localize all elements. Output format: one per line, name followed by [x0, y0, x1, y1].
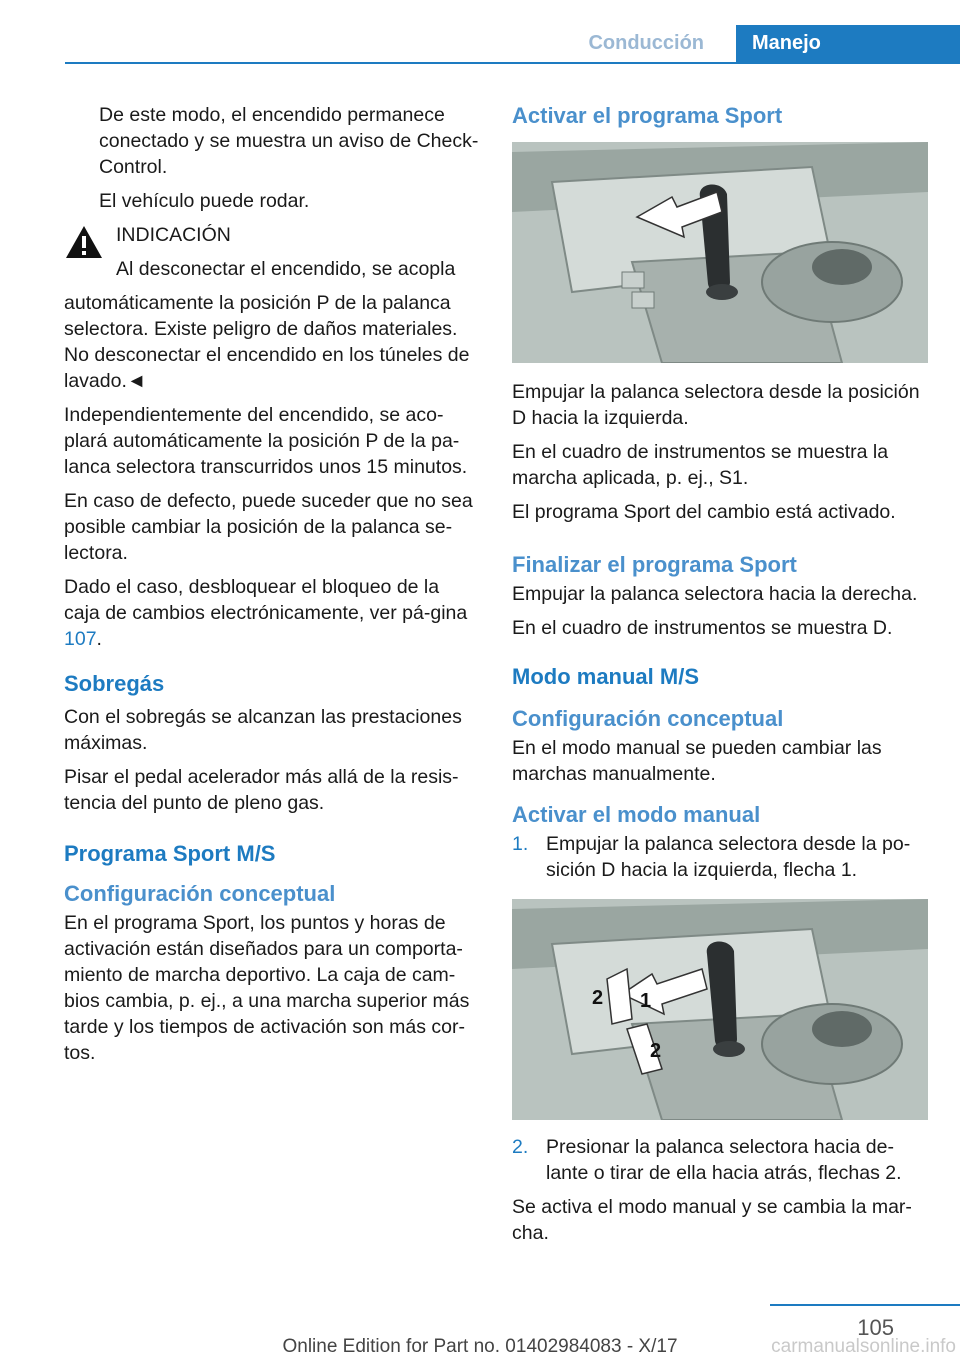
- arrow-up-icon: [607, 969, 632, 1024]
- footer-rule: [770, 1304, 960, 1306]
- paragraph-auto-park: Independientemente del encendido, se aco-plará automáticamente la posición P de la pa-lanca selectora transcurridos unos 15 minutos.: [64, 404, 468, 478]
- list-item-step-1: [512, 831, 928, 883]
- heading-config-concept-manual: Configuración conceptual: [512, 706, 784, 731]
- heading-end-sport: Finalizar el programa Sport: [512, 552, 797, 577]
- right-column: [512, 102, 928, 1254]
- end-sport-text-1: Empujar la palanca selectora hacia la derecha.: [512, 583, 918, 605]
- figure-label-2a: 2: [592, 987, 604, 1009]
- config-text: En el programa Sport, los puntos y horas de activación están diseñados para un comporta-miento de marcha deportivo. La caja de cam-bios cambia, p. ej., a una marcha superior más tarde y los tiempos de activación son más cor-tos.: [64, 912, 470, 1064]
- step-text: Empujar la palanca selectora desde la po-sición D hacia la izquierda, flecha 1.: [546, 833, 911, 881]
- heading-activate-sport: Activar el programa Sport: [512, 103, 783, 128]
- page-link[interactable]: 107: [64, 628, 97, 650]
- warning-notice: [64, 222, 480, 282]
- intro-paragraph-1: De este modo, el encendido permanece conectado y se muestra un aviso de Check-Control.: [99, 104, 479, 178]
- left-column: [64, 102, 480, 1074]
- step-text: Presionar la palanca selectora hacia de-lante o tirar de ella hacia atrás, flechas 2.: [546, 1136, 902, 1184]
- warning-text-first-line: Al desconectar el encendido, se acopla: [116, 258, 456, 280]
- sport-text-1: Empujar la palanca selectora desde la posición D hacia la izquierda.: [512, 381, 920, 429]
- warning-title: INDICACIÓN: [116, 224, 231, 246]
- unlock-text-end: .: [96, 628, 102, 650]
- step-number: 1.: [512, 833, 529, 855]
- watermark: carmanualsonline.info: [771, 1336, 956, 1357]
- section-tab[interactable]: Conducción: [588, 32, 704, 54]
- sport-text-3: El programa Sport del cambio está activado.: [512, 501, 896, 523]
- heading-sobregas: Sobregás: [64, 671, 165, 696]
- chapter-tab[interactable]: Manejo: [736, 25, 960, 62]
- step-number: 2.: [512, 1136, 529, 1158]
- warning-text: automáticamente la posición P de la palanca selectora. Existe peligro de daños materiales. No desconectar el encendido en los túneles de lavado.◄: [64, 292, 470, 392]
- sobregas-text-2: Pisar el pedal acelerador más allá de la resis-tencia del punto de pleno gas.: [64, 766, 459, 814]
- intro-paragraph-2: El vehículo puede rodar.: [99, 190, 310, 212]
- gear-selector-manual-illustration: [512, 899, 928, 1120]
- manual-text: En el modo manual se pueden cambiar las marchas manualmente.: [512, 737, 882, 785]
- sport-text-2: En el cuadro de instrumentos se muestra la marcha aplicada, p. ej., S1.: [512, 441, 889, 489]
- manual-steps-list: [512, 831, 928, 883]
- gear-selector-illustration: [512, 142, 928, 363]
- heading-manual-mode: Modo manual M/S: [512, 664, 699, 689]
- figure-manual-shift: [512, 899, 928, 1120]
- unlock-text: Dado el caso, desbloquear el bloqueo de la caja de cambios electrónicamente, ver pá-gina: [64, 576, 468, 624]
- heading-activate-manual: Activar el modo manual: [512, 802, 761, 827]
- heading-sport-program: Programa Sport M/S: [64, 841, 276, 866]
- page-number: 105: [857, 1315, 894, 1340]
- paragraph-defect: En caso de defecto, puede suceder que no sea posible cambiar la posición de la palanca se-lectora.: [64, 490, 473, 564]
- figure-label-2b: 2: [650, 1040, 662, 1062]
- header-bar: [65, 25, 960, 64]
- heading-config-concept: Configuración conceptual: [64, 881, 336, 906]
- figure-sport-shift: [512, 142, 928, 363]
- list-item-step-2: [512, 1134, 928, 1186]
- figure-label-1: 1: [640, 990, 652, 1012]
- closing-text: Se activa el modo manual y se cambia la mar-cha.: [512, 1196, 912, 1244]
- manual-steps-list-2: [512, 1134, 928, 1186]
- end-sport-text-2: En el cuadro de instrumentos se muestra D.: [512, 617, 893, 639]
- paragraph-unlock: [64, 574, 480, 652]
- warning-triangle-icon: [64, 224, 104, 260]
- edition-footer: Online Edition for Part no. 01402984083 - X/17: [282, 1336, 678, 1357]
- sobregas-text-1: Con el sobregás se alcanzan las prestaciones máximas.: [64, 706, 462, 754]
